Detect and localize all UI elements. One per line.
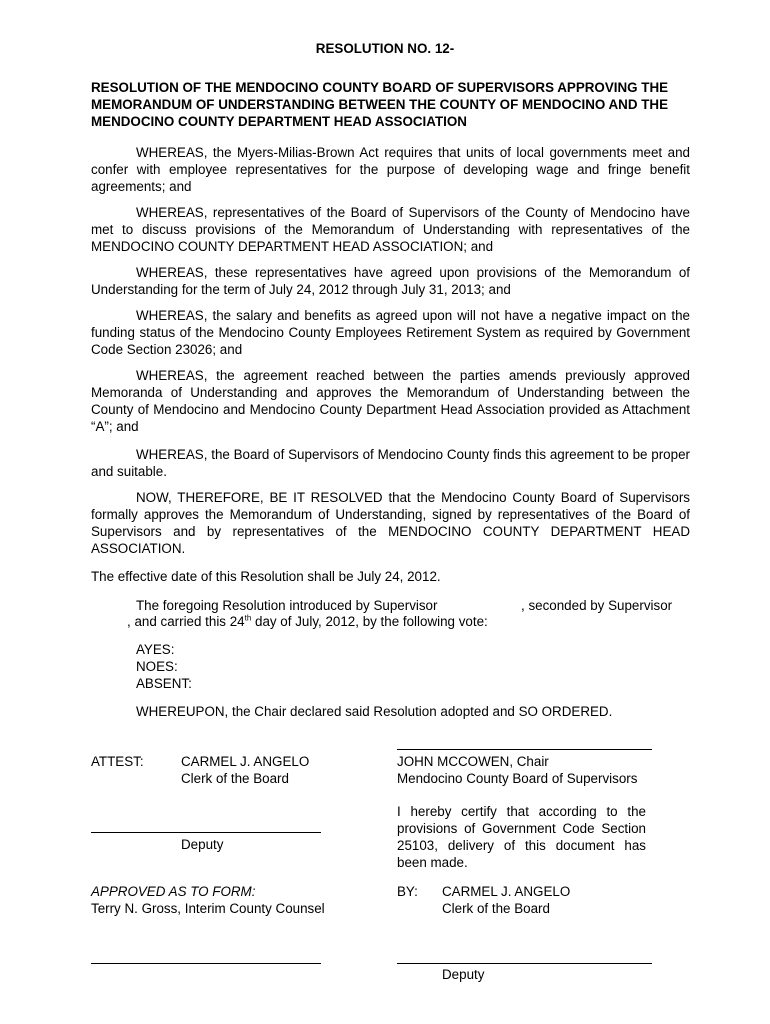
noes-label: NOES: [136, 659, 178, 674]
whereas-paragraph: WHEREAS, these representatives have agreed upon provisions of the Memorandum of Understanding for the term of July 24, 2012 through July 31, 2013; and [91, 265, 690, 297]
whereupon-text: WHEREUPON, the Chair declared said Resolution adopted and SO ORDERED. [136, 704, 613, 719]
chair-signature-line [397, 749, 652, 750]
seconded-by-text: , seconded by Supervisor [521, 598, 673, 613]
clerk-title: Clerk of the Board [181, 771, 289, 786]
resolution-heading: RESOLUTION OF THE MENDOCINO COUNTY BOARD OF SUPERVISORS APPROVING THE MEMORANDUM OF UNDERSTANDING BETWEEN THE COUNTY OF MENDOCINO AND THE MENDOCINO COUNTY DEPARTMENT HEAD ASSOCIATION [91, 80, 669, 129]
whereas-paragraph: WHEREAS, the Board of Supervisors of Mendocino County finds this agreement to be proper and suitable. [91, 447, 690, 479]
resolved-paragraph: NOW, THEREFORE, BE IT RESOLVED that the Mendocino County Board of Supervisors formally approves the Memorandum of Understanding, signed by representatives of the Board of Supervisors and by representatives of the MENDOCINO COUNTY DEPARTMENT HEAD ASSOCIATION. [91, 490, 690, 556]
by-label: BY: [397, 884, 418, 899]
chair-name: JOHN MCCOWEN, Chair [397, 754, 549, 769]
deputy-signature-line-left [91, 832, 321, 833]
effective-date: The effective date of this Resolution shall be July 24, 2012. [91, 569, 441, 584]
introduced-by-text: The foregoing Resolution introduced by Supervisor [136, 598, 438, 613]
by-title: Clerk of the Board [442, 901, 550, 916]
whereas-paragraph: WHEREAS, representatives of the Board of Supervisors of the County of Mendocino have met to discuss provisions of the Memorandum of Understanding with representatives of the MENDOCINO COUNTY DEPARTMENT HEAD ASSOCIATION; and [91, 205, 690, 254]
carried-text-ordinal: th [244, 613, 252, 623]
by-name: CARMEL J. ANGELO [442, 884, 571, 899]
carried-text-end: day of July, 2012, by the following vote: [251, 614, 488, 629]
whereas-paragraph: WHEREAS, the salary and benefits as agreed upon will not have a negative impact on the funding status of the Mendocino County Employees Retirement System as required by Government Code Section 23026; and [91, 308, 690, 357]
county-counsel-name: Terry N. Gross, Interim County Counsel [91, 901, 325, 916]
carried-text [127, 613, 488, 630]
counsel-signature-line [91, 963, 321, 964]
attest-label: ATTEST: [91, 754, 144, 769]
resolution-number: RESOLUTION NO. 12- [315, 41, 455, 56]
deputy-signature-line-right [397, 963, 652, 964]
certification-text: I hereby certify that according to the provisions of Government Code Section 25103, delivery of this document has been made. [397, 804, 646, 870]
carried-text-start: , and carried this 24 [127, 614, 245, 629]
whereas-paragraph: WHEREAS, the Myers-Milias-Brown Act requires that units of local governments meet and confer with employee representatives for the purpose of developing wage and fringe benefit agreements; and [91, 145, 690, 194]
whereas-paragraph: WHEREAS, the agreement reached between the parties amends previously approved Memoranda of Understanding and approves the Memorandum of Understanding between the County of Mendocino and Mendocino County Department Head Association provided as Attachment “A”; and [91, 368, 690, 434]
absent-label: ABSENT: [136, 676, 192, 691]
approved-as-to-form-label: APPROVED AS TO FORM: [91, 884, 256, 899]
deputy-label-left: Deputy [181, 837, 224, 852]
chair-title: Mendocino County Board of Supervisors [397, 771, 638, 786]
deputy-label-right: Deputy [442, 967, 485, 982]
clerk-name: CARMEL J. ANGELO [181, 754, 310, 769]
ayes-label: AYES: [136, 642, 175, 657]
